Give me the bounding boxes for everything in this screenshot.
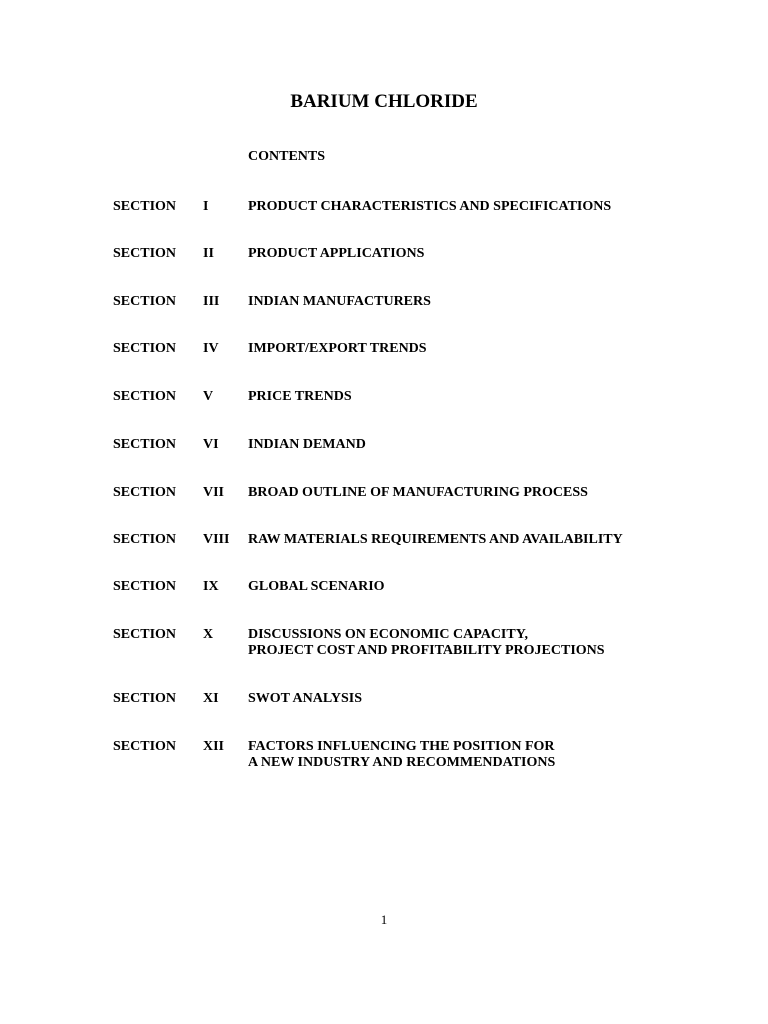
section-numeral: VIII [203, 532, 230, 547]
section-title [248, 437, 718, 453]
section-title-line: PROJECT COST AND PROFITABILITY PROJECTIONS [248, 643, 605, 658]
section-title-line: BROAD OUTLINE OF MANUFACTURING PROCESS [248, 485, 588, 500]
section-title [248, 389, 718, 405]
section-title-line: PRODUCT CHARACTERISTICS AND SPECIFICATIONS [248, 199, 612, 214]
section-label: SECTION [113, 341, 177, 356]
section-title-line: SWOT ANALYSIS [248, 691, 363, 706]
section-numeral: II [203, 246, 214, 261]
section-numeral: IV [203, 341, 219, 356]
contents-heading: CONTENTS [248, 149, 326, 164]
section-label: SECTION [113, 532, 177, 547]
section-title-line: INDIAN DEMAND [248, 437, 366, 452]
section-title [248, 199, 718, 215]
section-title [248, 485, 718, 501]
section-title-line: FACTORS INFLUENCING THE POSITION FOR [248, 739, 555, 754]
section-label: SECTION [113, 485, 177, 500]
section-label: SECTION [113, 691, 177, 706]
document-title: BARIUM CHLORIDE [290, 91, 478, 112]
section-label: SECTION [113, 199, 177, 214]
section-numeral: XII [203, 739, 225, 754]
section-title [248, 627, 718, 659]
section-numeral: VI [203, 437, 219, 452]
section-numeral: III [203, 294, 220, 309]
section-label: SECTION [113, 294, 177, 309]
section-label: SECTION [113, 246, 177, 261]
section-title [248, 341, 718, 357]
section-title-line: IMPORT/EXPORT TRENDS [248, 341, 427, 356]
section-title-line: A NEW INDUSTRY AND RECOMMENDATIONS [248, 755, 556, 770]
section-title-line: INDIAN MANUFACTURERS [248, 294, 431, 309]
section-title [248, 294, 718, 310]
section-label: SECTION [113, 437, 177, 452]
section-numeral: XI [203, 691, 219, 706]
section-numeral: IX [203, 579, 219, 594]
section-title-line: PRICE TRENDS [248, 389, 352, 404]
section-title-line: RAW MATERIALS REQUIREMENTS AND AVAILABILITY [248, 532, 623, 547]
section-title [248, 739, 718, 771]
section-title-line: PRODUCT APPLICATIONS [248, 246, 425, 261]
section-title-line: GLOBAL SCENARIO [248, 579, 385, 594]
section-label: SECTION [113, 739, 177, 754]
section-title [248, 691, 718, 707]
section-numeral: V [203, 389, 214, 404]
section-numeral: I [203, 199, 209, 214]
section-label: SECTION [113, 579, 177, 594]
section-label: SECTION [113, 627, 177, 642]
section-title [248, 532, 718, 548]
section-label: SECTION [113, 389, 177, 404]
section-title [248, 246, 718, 262]
section-title-line: DISCUSSIONS ON ECONOMIC CAPACITY, [248, 627, 529, 642]
section-title [248, 579, 718, 595]
section-numeral: X [203, 627, 214, 642]
section-numeral: VII [203, 485, 225, 500]
page-number: 1 [380, 912, 388, 927]
